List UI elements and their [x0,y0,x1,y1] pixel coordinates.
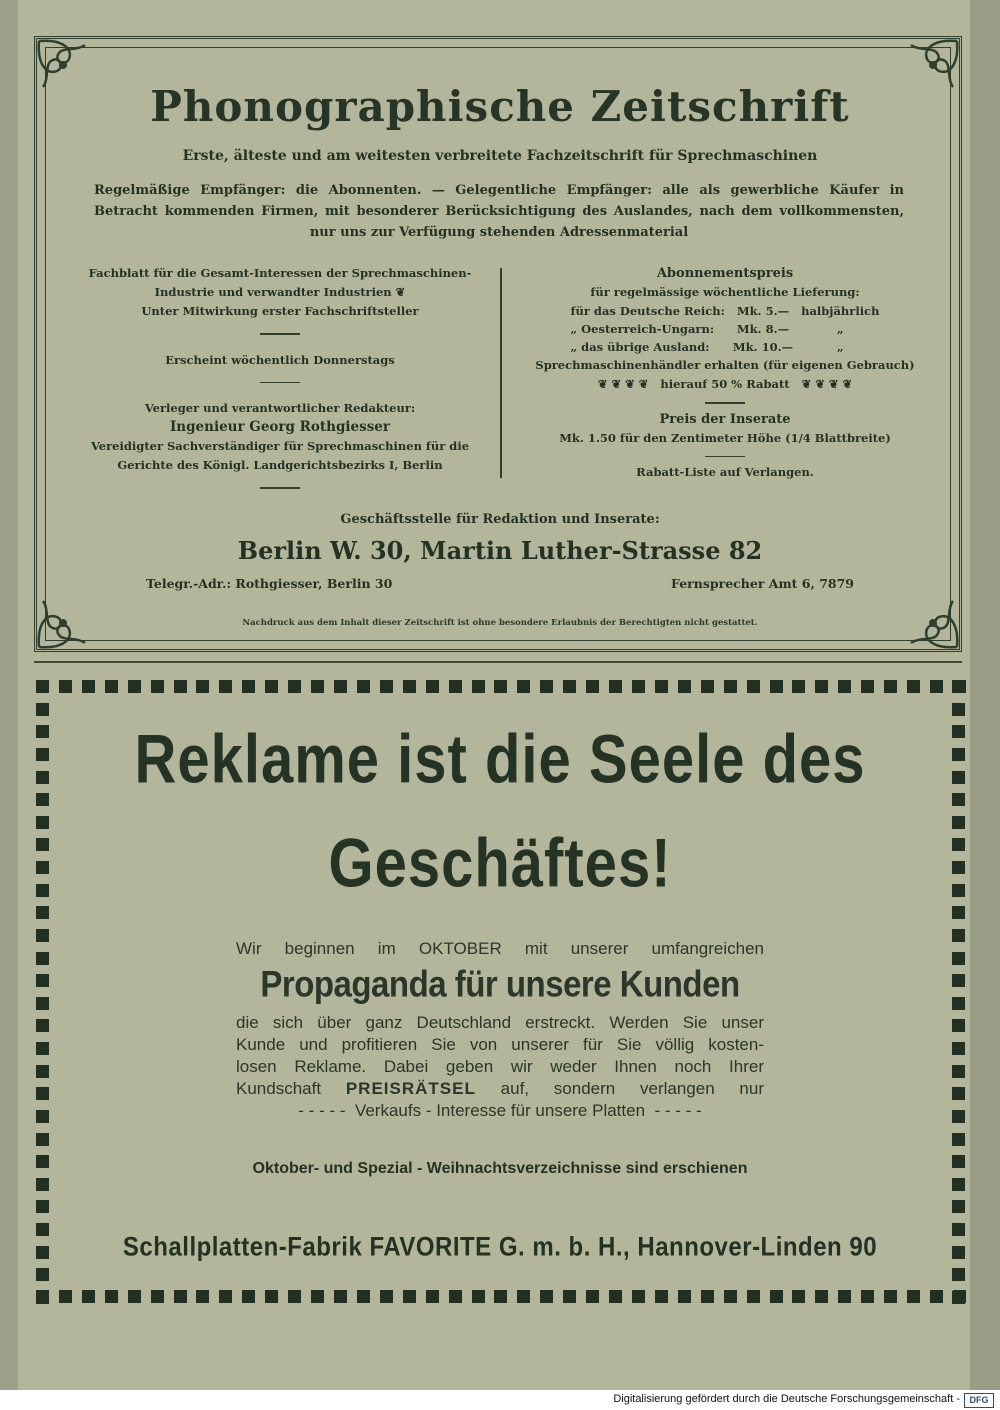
border-square [952,1133,965,1146]
border-square [586,680,599,693]
ad-body-line: Kundschaft PREISRÄTSEL auf, sondern verlangen nur [236,1079,764,1098]
border-square [952,1268,965,1281]
border-square [952,1019,965,1032]
border-square [36,748,49,761]
border-square [655,1290,668,1303]
border-square [952,861,965,874]
price-amount: Mk. 5.— [736,304,790,318]
dealers-text: Sprechmaschinenhändler erhalten (für eigenen Gebrauch) [535,358,915,372]
ad-body-line: losen Reklame. Dabei geben wir weder Ihnen noch Ihrer [236,1057,764,1076]
divider [705,456,745,458]
dfg-logo: DFG [964,1393,994,1408]
border-square [952,680,965,693]
phone-number: Fernsprecher Amt 6, 7879 [671,576,854,591]
price-row [567,338,884,356]
border-square [952,974,965,987]
border-square [952,1087,965,1100]
publisher-label: Verleger und verantwortlicher Redakteur: [144,401,416,415]
telegram-address: Telegr.-Adr.: Rothgiesser, Berlin 30 [146,576,393,591]
publisher-role: Vereidigter Sachverständiger für Sprechmaschinen für die Gerichte des Königl. Landgerichtsbezirks I, Berlin [90,439,470,472]
border-square [952,793,965,806]
reprint-notice: Nachdruck aus dem Inhalt dieser Zeitschrift ist ohne besondere Erlaubnis der Berechtigten nicht gestattet. [242,618,758,628]
border-square [242,680,255,693]
border-square [952,1291,965,1304]
border-square [952,929,965,942]
border-square [952,906,965,919]
border-square [563,1290,576,1303]
page-edge-right [970,0,1000,1390]
border-square [36,1155,49,1168]
divider [260,487,300,489]
border-square [838,680,851,693]
masthead-recipients: Regelmäßige Empfänger: die Abonnenten. — Gelegentliche Empfänger: alle als gewerbliche Käufer in Betracht kommenden Firmen, mit besonderer Berücksichtigung des Auslandes, nach dem vollkommensten, nur uns zur Verfügung stehenden Adressenmaterial [94,183,904,240]
border-square [265,680,278,693]
border-square [952,1065,965,1078]
puzzle-word: PREISRÄTSEL [345,1079,476,1098]
border-square [930,1290,943,1303]
border-square [838,1290,851,1303]
masthead-title: Phonographische Zeitschrift [150,82,850,131]
border-square [334,680,347,693]
border-square [609,680,622,693]
border-square [792,680,805,693]
page-edge-left [0,0,18,1390]
masthead-left-column [80,264,480,505]
border-square [36,725,49,738]
price-region: „ das übrige Ausland: [570,340,710,354]
border-square [472,680,485,693]
border-square [952,1200,965,1213]
border-square [701,680,714,693]
border-square [174,680,187,693]
border-square [472,1290,485,1303]
border-square [36,771,49,784]
border-square [952,703,965,716]
border-square [426,1290,439,1303]
border-square [151,1290,164,1303]
border-square [952,952,965,965]
border-square [952,748,965,761]
ad-body [236,938,764,1122]
border-square [82,1290,95,1303]
border-square [449,1290,462,1303]
price-region: „ Oesterreich-Ungarn: [570,322,715,336]
border-square [426,680,439,693]
column-divider [500,268,502,478]
masthead-subtitle: Erste, älteste und am weitesten verbreitete Fachzeitschrift für Sprechmaschinen [182,148,818,164]
credit-note: Digitalisierung gefördert durch die Deutsche Forschungsgemeinschaft - [613,1393,960,1405]
ad-body-line: die sich über ganz Deutschland erstreckt. Werden Sie unser [236,1013,764,1032]
border-squares-bottom [36,1290,966,1304]
collaborators-text: Unter Mitwirkung erster Fachschriftsteller [141,304,419,318]
border-square [36,1019,49,1032]
border-square [36,1110,49,1123]
ad-intro: Wir beginnen im OKTOBER mit unserer umfangreichen [236,939,764,958]
border-square [563,680,576,693]
section-separator [34,661,962,663]
headline-line: Reklame ist die Seele des [134,721,866,798]
border-square [36,1268,49,1281]
discount-line: ❦ ❦ ❦ ❦ hierauf 50 % Rabatt ❦ ❦ ❦ ❦ [597,377,853,391]
border-square [861,680,874,693]
border-square [357,680,370,693]
border-square [815,680,828,693]
border-square [36,1178,49,1191]
border-square [540,1290,553,1303]
price-row [567,320,884,338]
ad-slogan: Propaganda für unsere Kunden [260,962,740,1005]
border-square [701,1290,714,1303]
border-squares-left [36,680,50,1304]
border-square [36,1042,49,1055]
border-square [907,1290,920,1303]
border-square [678,680,691,693]
border-square [678,1290,691,1303]
price-period: halbjährlich [801,304,880,318]
border-square [36,1087,49,1100]
border-square [242,1290,255,1303]
border-square [815,1290,828,1303]
subscription-note: für regelmässige wöchentliche Lieferung: [590,285,860,299]
border-square [632,680,645,693]
border-square [82,680,95,693]
border-square [952,838,965,851]
border-square [36,793,49,806]
border-square [219,680,232,693]
border-square [36,861,49,874]
border-square [952,1246,965,1259]
border-square [952,997,965,1010]
border-square [952,1155,965,1168]
border-square [196,680,209,693]
border-square [105,1290,118,1303]
border-square [36,1246,49,1259]
border-square [884,680,897,693]
border-square [884,1290,897,1303]
border-square [609,1290,622,1303]
border-square [747,680,760,693]
border-square [380,1290,393,1303]
border-square [724,680,737,693]
ad-footer: Schallplatten-Fabrik FAVORITE G. m. b. H., Hannover-Linden 90 [122,1232,878,1263]
ad-body-line: - - - - - Verkaufs - Interesse für unsere Platten - - - - - [298,1101,702,1120]
border-square [36,1200,49,1213]
border-square [724,1290,737,1303]
border-square [403,680,416,693]
border-square [36,1291,49,1304]
ad-headline [60,708,940,916]
ad-price-heading: Preis der Inserate [659,411,791,427]
price-period: „ [836,322,844,336]
border-square [128,1290,141,1303]
border-square [907,680,920,693]
border-square [36,703,49,716]
border-square [952,725,965,738]
border-square [747,1290,760,1303]
border-square [632,1290,645,1303]
border-square [36,997,49,1010]
trade-paper-text: Fachblatt für die Gesamt-Interessen der Sprechmaschinen-Industrie und verwandter Industrien ❦ [88,266,472,299]
headline-line: Geschäftes! [328,824,672,902]
fleuron-icon: ❦ [395,285,406,299]
border-square [196,1290,209,1303]
border-square [517,680,530,693]
border-square [792,1290,805,1303]
office-address: Berlin W. 30, Martin Luther-Strasse 82 [237,536,763,565]
fleuron-icon: ❦ ❦ ❦ ❦ [597,377,657,391]
border-square [59,680,72,693]
border-square [494,1290,507,1303]
border-square [952,1042,965,1055]
border-square [952,771,965,784]
border-square [36,680,49,693]
border-square [151,680,164,693]
ad-price-text: Mk. 1.50 für den Zentimeter Höhe (1/4 Blattbreite) [559,430,891,445]
border-square [770,1290,783,1303]
border-square [36,974,49,987]
border-squares-top [36,680,966,694]
border-square [403,1290,416,1303]
price-amount: Mk. 8.— [736,322,790,336]
border-square [861,1290,874,1303]
border-square [311,680,324,693]
divider [260,382,300,384]
border-square [930,680,943,693]
border-square [449,680,462,693]
border-square [265,1290,278,1303]
border-squares-right [952,680,966,1304]
border-square [59,1290,72,1303]
border-square [952,884,965,897]
border-square [311,1290,324,1303]
divider [705,402,745,404]
border-square [655,680,668,693]
border-square [36,906,49,919]
border-square [952,1223,965,1236]
border-square [952,816,965,829]
border-square [105,680,118,693]
ad-body-line: Kunde und profitieren Sie von unserer für Sie völlig kosten- [236,1035,764,1054]
office-label: Geschäftsstelle für Redaktion und Inserate: [340,512,660,527]
divider [260,333,300,335]
masthead-right-column [520,264,930,482]
border-square [36,1065,49,1078]
border-square [952,1178,965,1191]
border-square [36,929,49,942]
price-region: für das Deutsche Reich: [570,304,725,318]
border-square [36,1133,49,1146]
border-square [36,884,49,897]
border-square [517,1290,530,1303]
appears-text: Erscheint wöchentlich Donnerstags [165,352,395,367]
price-period: „ [836,340,844,354]
border-square [36,816,49,829]
border-square [36,1223,49,1236]
border-square [288,1290,301,1303]
border-square [357,1290,370,1303]
border-square [540,680,553,693]
fleuron-icon: ❦ ❦ ❦ ❦ [793,377,853,391]
price-row [567,302,884,320]
border-square [770,680,783,693]
border-square [952,1110,965,1123]
subscription-heading: Abonnementspreis [656,266,794,281]
price-amount: Mk. 10.— [732,340,794,354]
border-square [288,680,301,693]
border-square [219,1290,232,1303]
subscription-price-table [567,302,884,356]
publisher-name: Ingenieur Georg Rothgiesser [169,419,391,435]
discount-list-text: Rabatt-Liste auf Verlangen. [636,465,814,479]
border-square [36,952,49,965]
border-square [128,680,141,693]
border-square [174,1290,187,1303]
border-square [334,1290,347,1303]
border-square [36,838,49,851]
border-square [380,680,393,693]
border-square [494,680,507,693]
ad-catalog-note: Oktober- und Spezial - Weihnachtsverzeichnisse sind erschienen [252,1160,748,1177]
border-square [586,1290,599,1303]
